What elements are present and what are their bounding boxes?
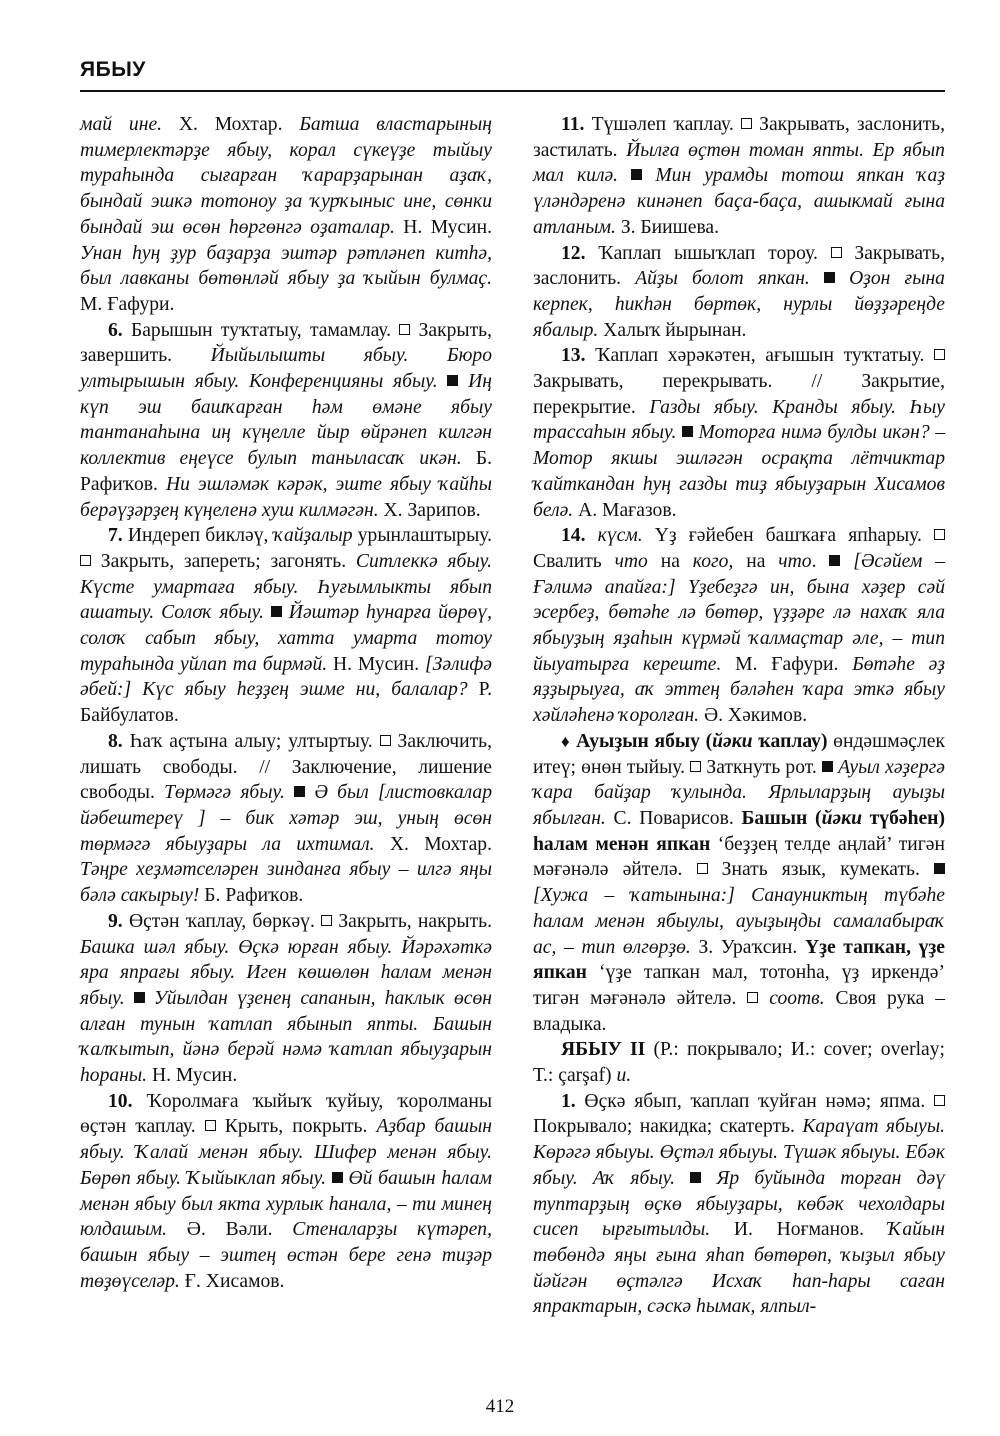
definition-text: Түшәлеп ҡаплау. [584,114,741,135]
definition-text: Һаҡ аҫтына алыу; ултыртыу. [122,730,380,752]
definition-text: Знать язык, кумекать. [707,859,934,881]
definition-text: Халыҡ йырынан. [598,319,747,341]
definition-text: Закрыть, накрыть. [332,910,492,932]
literary-example-marker-icon [829,555,840,566]
definition-text: Х. Мохтар. [374,833,492,855]
dictionary-paragraph [533,1089,945,1320]
definition-text: Б. Рафиҡов. [80,448,492,495]
headword-text: Башын ( [741,807,822,829]
definition-text: Закрыть, завершить. [80,319,492,367]
definition-text: Б. Рафиҡов. [199,885,304,907]
definition-text: Заткнуть рот. [701,756,822,778]
definition-text: З. Биишева. [615,216,720,238]
example-text: Ни эшләмәк кәрәк, эште ябыу ҡайһы берәүҙәрҙең күңеленә хуш килмәгән. [80,473,492,521]
page-header [80,58,945,82]
headword-text: 1. [561,1090,576,1112]
definition-text: Заключить, лишать свободы. // Заключение, лишение свободы. [80,730,492,804]
example-text: Стеналарҙы күтәреп, башын ябыу – эштең өстән бере генә тиҙәр төҙөүселәр. [80,1219,492,1292]
example-text: май ине. [80,114,163,135]
definition-text [758,988,769,1009]
example-text: Өй башын һалам менән ябыу был якта хурлык һанала, – ти минең юлдашым. [80,1167,492,1241]
literary-example-marker-icon [822,761,833,772]
russian-translation-marker-icon [747,992,758,1003]
literary-example-marker-icon [824,272,835,283]
definition-text: (Р.: покрывало; И.: cover; overlay; Т.: çarşaf) [533,1039,945,1087]
header-rule [80,90,945,92]
definition-text: ‘үҙе тапкан мал, тотонһа, үҙ иркендә’ тигән мәғәнәлә әйтелә. [533,962,945,1009]
headword-text: 12. [561,242,586,264]
russian-translation-marker-icon [205,1120,216,1131]
russian-translation-marker-icon [690,761,701,772]
definition-text: , на [728,550,779,572]
definition-text: М. Ғафури. [80,293,175,315]
headword-text: ЯБЫУ II [561,1039,646,1061]
definition-text: Барышын туҡтатыу, тамамлау. [122,319,400,341]
example-text: что [614,550,648,572]
russian-translation-marker-icon [321,915,332,926]
example-text: Башка шәл ябыу. Өҫкә юрған ябыу. Йәрәхәткә яра япрағы ябыу. Иген көшөлөн һалам менән ябыу. [80,936,492,1009]
example-text: и. [616,1065,632,1087]
headword-text: ҡаплау) [752,730,828,752]
headword-text: 11. [561,114,585,135]
example-text: Ситлеккә ябыу. Күсте умартаға ябыу. Һуғымлыкты ябып ашатыу. Солоҡ ябыу. [80,550,492,624]
example-text: что [778,550,812,572]
headword-text: 7. [108,525,123,547]
headword-text: 9. [108,910,123,932]
page-number: 412 [485,1396,515,1417]
example-text: Төрмәгә ябыу. [164,782,295,804]
definition-text: Закрывать, перекрывать. // Закрытие, перекрытие. [533,371,945,418]
dictionary-paragraph [533,112,945,241]
example-text: Йыйылышты ябыу. Бюро ултырышын ябыу. Конференцияны ябыу. [80,345,492,393]
definition-text: Покрывало; накидка; скатерть. [533,1116,803,1138]
example-text: [Әсәйем – Ғәлимә апайға:] Үҙебеҙгә ин, бына хәҙер сәй эсербеҙ, бөтәһе лә бөтөр, үҙҙәре лә нахаҡ яла ябыуҙың яҙаһын күрмәй ҡалмаҫтар әле, – тип йыуатырға кереште. [533,550,945,675]
definition-text: Ҡаплап хәрәкәтен, ағышын туҡтатыу. [585,345,934,367]
russian-translation-marker-icon [380,735,391,746]
dictionary-paragraph [80,318,492,524]
definition-text: Ә. Хәкимов. [699,705,808,727]
definition-text: Ғ. Хисамов. [179,1270,285,1292]
literary-example-marker-icon [134,992,145,1003]
definition-text: Закрывать, заслонить, застилать. [533,114,946,161]
definition-text: Р. Байбулатов. [80,679,492,727]
example-text: Иң күп эш башҡарған һәм өмәне ябыу тантанаһына иң күңелле йыр өйрәнеп килгән коллектив еңеүсе булып таныласаҡ икән. [80,371,492,470]
literary-example-marker-icon [332,1172,343,1183]
definition-text: Х. Мохтар. [162,114,300,135]
example-text: [Зәлифә әбей:] Күс ябыу һеҙҙең эшме ни, балалар? [80,653,492,701]
example-text: Йылға өҫтөн томан япты. Ер ябып мал килә. [533,139,945,187]
definition-text: Н. Мусин. [147,1065,238,1087]
dictionary-paragraph [80,909,492,1089]
literary-example-marker-icon [934,863,945,874]
headword-text: йәки [712,730,753,752]
definition-text: Ҡоролмаға ҡыйыҡ ҡуйыу, ҡоролманы өҫтән ҡаплау. [80,1090,492,1138]
definition-text: Х. Зарипов. [378,499,481,521]
headword-text: 10. [108,1090,133,1112]
russian-translation-marker-icon [399,324,410,335]
russian-translation-marker-icon [934,529,945,540]
definition-text: Ҡаплап ышыҡлап тороу. [585,242,831,264]
headword-text: йәки [821,807,862,829]
definition-text: урынлаштырыу. [352,525,492,547]
example-text: Ә был [листовкалар йәбештереү ] – бик хәтәр эш, уның өсөн төрмәгә ябыуҙары ла ихтимал. [80,782,492,855]
dictionary-paragraph [80,523,492,729]
right-column [533,112,945,1320]
running-head: ЯБЫУ [80,58,146,81]
definition-text: Индереп бикләү, [122,525,274,547]
headword-text: 8. [108,730,123,752]
example-text: [Хужа – ҡатынына:] Санауниктың түбәһе һалам менән ябыулы, ауыҙыңды самалабыраҡ ас, – тип өлгөрҙө. [533,885,945,958]
dictionary-paragraph [80,112,492,318]
dictionary-paragraph [533,241,945,344]
definition-text: А. Мағазов. [573,499,677,521]
definition-text: Своя рука – владыка. [533,987,946,1035]
definition-text: З. Ураҡсин. [690,936,805,958]
definition-text: Закрыть, запереть; загонять. [91,550,356,572]
dictionary-paragraph [533,343,945,523]
example-text: Аҙбар башын ябыу. Ҡалай менән ябыу. Шифер менән ябыу. Бөрөп ябыу. Ҡыйыклап ябыу. [80,1116,492,1189]
literary-example-marker-icon [271,606,282,617]
definition-text: Өҫтән ҡаплау, бөркәү. [122,910,322,932]
definition-text: . [811,550,830,572]
headword-text: түбәһен) һалам менән япкан [533,807,945,855]
definition-text: на [647,550,693,572]
definition-text: ‘беҙҙең телде аңлай’ тигән мәғәнәлә әйтелә. [533,833,945,881]
phraseology-marker-icon: ♦ [561,731,571,751]
example-text: ҡайҙалыр [273,525,353,547]
definition-text: С. Поварисов. [605,807,742,829]
example-text: Тәңре хеҙмәтселәрен зинданға ябыу – илгә яңы бәлә сакырыу! [80,859,492,907]
example-text: Мин урамды тотош япкан ҡаҙ үләндәренә кинәнеп баҫа-баҫа, ашыкмай ғына атланым. [533,165,945,238]
definition-text: Н. Мусин. [394,216,492,238]
example-text: Бөтәһе әҙ яҙҙырыуға, аҡ эттең бәләһен ҡара эткә ябыу хәйләһенә ҡоролған. [533,653,945,727]
example-text: Уйылдан үҙенең сапанын, һаклык өсөн алған тунын ҡатлап ябынып япты. Башын ҡалҡытып, йәнә берәй нәмә ҡатлап ябыуҙарын һораны. [80,987,492,1087]
definition-text: Закрывать, заслонить. [533,242,945,290]
literary-example-marker-icon [447,375,458,386]
headword-text: 13. [561,345,586,367]
russian-translation-marker-icon [741,118,752,129]
example-text: Караүат ябыуы. Көрәгә ябыуы. Өҫтәл ябыуы. Түшәк ябыуы. Ебәк ябыу. Аҡ ябыу. [533,1116,945,1189]
literary-example-marker-icon [682,426,693,437]
example-text: соотв. [769,987,825,1009]
example-text: Ҡайын төбөндә яңы ғына яһап бөтөрөп, ҡыҙыл ябыу йәйгән өҫтәлгә Исхаҡ һап-һары саған япрактарын, сәскә һымак, ялпыл- [533,1219,945,1318]
definition-text: Үҙ ғәйебен башҡаға япһарыу. [642,525,934,547]
definition-text: өндәшмәҫлек итеү; өнөн тыйыу. [533,730,945,778]
russian-translation-marker-icon [831,247,842,258]
russian-translation-marker-icon [80,555,91,566]
dictionary-paragraph [533,523,945,729]
example-text: күсм. [597,525,643,547]
definition-text: Н. Мусин. [327,653,426,675]
dictionary-paragraph [533,1037,945,1088]
example-text: кого [692,550,729,572]
russian-translation-marker-icon [934,1095,945,1106]
dictionary-paragraph [80,1089,492,1295]
headword-text: Үҙе тапкан, үҙе япкан [533,936,945,984]
example-text: Моторға нимә булды икән? – Мотор якшы эшләгән осрақта лётчиктар ҡайткандан һуң газды тиҙ ябыуҙарын Хисамов белә. [533,422,946,521]
example-text: Йәштәр һунарға йөрөү, солоҡ сабып ябыу, хатта умарта тотоу тураһында уйлап та бирмәй. [80,602,492,675]
headword-text: 14. [561,525,586,547]
definition-text: Свалить [533,550,615,572]
definition-text: Крыть, покрыть. [215,1116,377,1138]
literary-example-marker-icon [294,786,305,797]
literary-example-marker-icon [631,169,642,180]
russian-translation-marker-icon [934,349,945,360]
dictionary-paragraph [533,729,945,1037]
example-text: Яр буйында торған дәү туптарҙың өҫкө ябыуҙары, көбәк чехолдары сисеп ырғытылды. [533,1167,945,1241]
literary-example-marker-icon [690,1172,701,1183]
example-text: Оҙон ғына керпек, һикһән бөртөк, нурлы йөҙҙәреңде ябалыр. [533,268,945,341]
example-text: Газды ябыу. Кранды ябыу. Һыу трассаһын ябыу. [533,396,945,444]
example-text: Унан һуң ҙур баҙарҙа эштәр рәтләнеп китһә, был лавканы бөтөнләй ябыу ҙа ҡыйын булмаҫ. [80,242,492,290]
definition-text: Ә. Вәли. [167,1219,293,1241]
definition-text [586,525,598,546]
dictionary-paragraph [80,729,492,909]
left-column [80,112,492,1294]
definition-text: И. Ноғманов. [710,1219,888,1241]
example-text: Айҙы болот япкан. [635,268,824,290]
russian-translation-marker-icon [697,863,708,874]
headword-text: Ауыҙын ябыу ( [570,730,713,752]
example-text: Ауыл хәҙергә ҡара байҙар ҡулында. Ярлыларҙың ауыҙы ябылған. [533,756,945,829]
definition-text: М. Ғафури. [721,653,853,675]
definition-text: Өҫкә ябып, ҡаплап ҡуйған нәмә; япма. [575,1090,934,1112]
example-text: Батша властарының тимерлектәрҙе ябыу, корал сүкеүҙе тыйыу тураһында сығарған ҡарарҙарынан аҙаҡ, бындай эшкә тотоноу ҙа ҡурҡыныс ине, сөнки бындай эш өсөн һөргөнгә оҙаталар. [80,114,492,238]
headword-text: 6. [108,319,123,341]
